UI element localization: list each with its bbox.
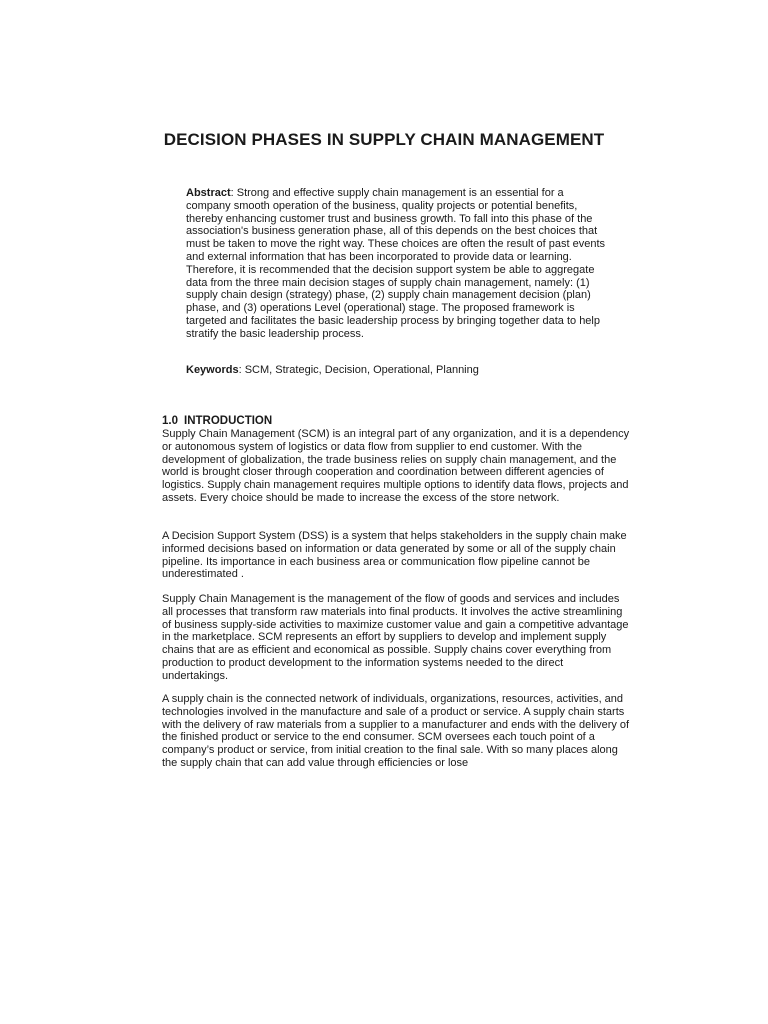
keywords-label: Keywords: [186, 364, 239, 376]
paragraph: Supply Chain Management (SCM) is an integral part of any organization, and it is a dependency or autonomous system of logistics or data flow from supplier to end customer. With the development of globalization, the trade business relies on supply chain management, and the world is brought closer through cooperation and coordination between different agencies of logistics. Supply chain management requires multiple options to identify data flows, projects and assets. Every choice should be made to increase the excess of the store network.: [162, 428, 630, 504]
paper-title: DECISION PHASES IN SUPPLY CHAIN MANAGEMENT: [163, 130, 605, 149]
paragraph: A Decision Support System (DSS) is a system that helps stakeholders in the supply chain make informed decisions based on information or data generated by some or all of the supply chain pipeline. Its importance in each business area or communication flow pipeline cannot be underestimated .: [162, 530, 627, 581]
abstract: [186, 187, 606, 341]
abstract-label: Abstract: [186, 187, 231, 199]
section-number: 1.0: [162, 415, 178, 427]
paragraph: A supply chain is the connected network of individuals, organizations, resources, activities, and technologies involved in the manufacture and sale of a product or service. A supply chain starts with the delivery of raw materials from a supplier to a manufacturer and ends with the delivery of the finished product or service to the end consumer. SCM oversees each touch point of a company’s product or service, from initial creation to the final sale. With so many places along the supply chain that can add value through efficiencies or lose: [162, 693, 630, 769]
keywords: [186, 364, 606, 377]
abstract-text: : Strong and effective supply chain management is an essential for a company smooth operation of the business, quality projects or potential benefits, thereby enhancing customer trust and business growth. To fall into this phase of the association's business generation phase, all of this depends on the best choices that must be taken to move the right way. These choices are often the result of past events and external information that has been incorporated to provide data or learning. Therefore, it is recommended that the decision support system be able to aggregate data from the three main decision stages of supply chain management, namely: (1) supply chain design (strategy) phase, (2) supply chain management decision (plan) phase, and (3) operations Level (operational) stage. The proposed framework is targeted and facilitates the basic leadership process by bringing together data to help stratify the basic leadership process.: [186, 187, 606, 340]
keywords-text: : SCM, Strategic, Decision, Operational, Planning: [238, 364, 479, 376]
section-title: INTRODUCTION: [184, 415, 273, 427]
section-heading: [162, 415, 272, 427]
paragraph: Supply Chain Management is the management of the flow of goods and services and includes all processes that transform raw materials into final products. It involves the active streamlining of business supply-side activities to maximize customer value and gain a competitive advantage in the marketplace. SCM represents an effort by suppliers to develop and implement supply chains that are as efficient and economical as possible. Supply chains cover everything from production to product development to the information systems needed to the direct undertakings.: [162, 593, 629, 682]
